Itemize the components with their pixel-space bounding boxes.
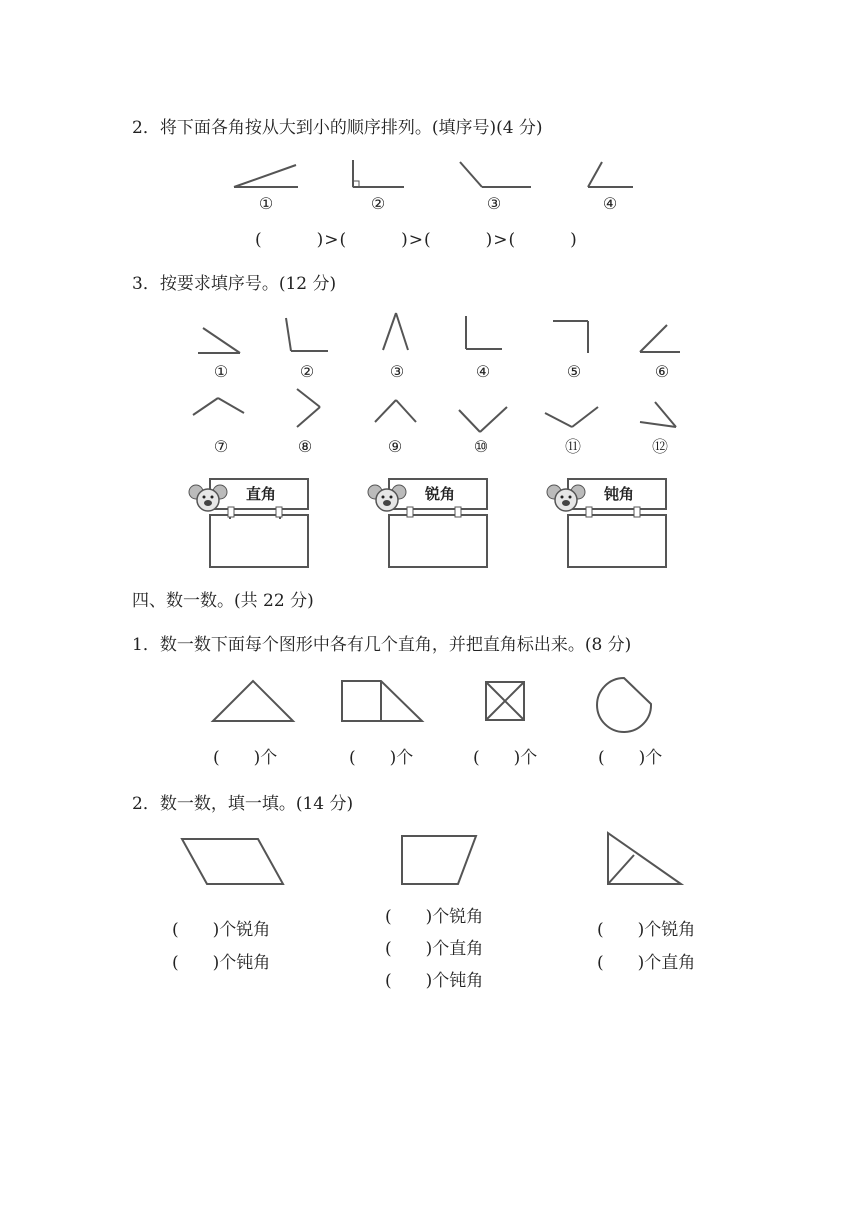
angle-figure-2 — [353, 160, 404, 187]
q3-label-3: ③ — [389, 362, 405, 381]
divided-right-triangle-shape — [608, 833, 681, 884]
triangle-right-answer[interactable]: ( )个直角 — [597, 953, 696, 973]
circle-sector-shape — [597, 678, 651, 732]
trapezoid-obtuse-answer[interactable]: ( )个钝角 — [385, 971, 484, 991]
q3-angle-6 — [640, 325, 680, 352]
q3-label-11: ⑪ — [564, 437, 581, 456]
q2-heading: 2．将下面各角按从大到小的顺序排列。(填序号)(4 分) — [132, 118, 543, 138]
trapezoid-right-answer[interactable]: ( )个直角 — [385, 939, 484, 959]
rect-trapezoid-answer[interactable]: ( )个 — [349, 748, 414, 768]
box-title-right-angle: 直角 — [245, 485, 276, 503]
q3-angle-10 — [459, 407, 507, 432]
q3-label-1: ① — [213, 362, 229, 381]
q3-label-4: ④ — [475, 362, 491, 381]
q3-label-10: ⑩ — [473, 437, 489, 456]
trapezoid-acute-answer[interactable]: ( )个锐角 — [385, 907, 484, 927]
angle-figure-1 — [234, 165, 298, 187]
q3-angle-12 — [640, 402, 676, 427]
box-title-acute-angle: 锐角 — [424, 485, 455, 503]
crossed-square-shape — [486, 682, 524, 720]
q3-label-7: ⑦ — [213, 437, 229, 456]
q3-angle-11 — [545, 407, 598, 427]
circle-sector-answer[interactable]: ( )个 — [598, 748, 663, 768]
parallelogram-shape — [182, 839, 283, 884]
angle-figure-3 — [460, 162, 531, 187]
q3-label-12: ⑫ — [651, 437, 668, 456]
order-answer-blanks[interactable]: ( )>( )>( )>( ) — [255, 230, 578, 250]
crossed-square-answer[interactable]: ( )个 — [473, 748, 538, 768]
q3-angle-8 — [297, 389, 320, 427]
q3-angle-2 — [286, 318, 328, 351]
angle-label-1: ① — [258, 194, 274, 213]
parallelogram-obtuse-answer[interactable]: ( )个钝角 — [172, 953, 271, 973]
parallelogram-acute-answer[interactable]: ( )个锐角 — [172, 920, 271, 940]
q3-angle-4 — [466, 316, 502, 349]
q3-angle-1 — [198, 328, 240, 353]
s4-q1-heading: 1．数一数下面每个图形中各有几个直角，并把直角标出来。(8 分) — [132, 635, 632, 655]
q3-angle-7 — [193, 398, 244, 415]
angle-label-4: ④ — [602, 194, 618, 213]
s4-q2-heading: 2．数一数，填一填。(14 分) — [132, 794, 354, 814]
angle-label-2: ② — [370, 194, 386, 213]
angle-label-3: ③ — [486, 194, 502, 213]
q3-label-5: ⑤ — [566, 362, 582, 381]
q3-label-2: ② — [299, 362, 315, 381]
q3-heading: 3．按要求填序号。(12 分) — [132, 274, 337, 294]
q3-label-9: ⑨ — [387, 437, 403, 456]
section4-heading: 四、数一数。(共 22 分) — [132, 591, 314, 611]
angle-figure-4 — [588, 162, 633, 187]
triangle-acute-answer[interactable]: ( )个锐角 — [597, 920, 696, 940]
q3-angle-5 — [553, 321, 588, 353]
q3-label-8: ⑧ — [297, 437, 313, 456]
rect-trapezoid-shape — [342, 681, 422, 721]
right-trapezoid-shape — [402, 836, 476, 884]
q3-angle-9 — [375, 400, 416, 422]
triangle-answer[interactable]: ( )个 — [213, 748, 278, 768]
box-title-obtuse-angle: 钝角 — [603, 485, 634, 503]
q3-label-6: ⑥ — [654, 362, 670, 381]
triangle-shape — [213, 681, 293, 721]
q3-angle-3 — [383, 313, 408, 350]
